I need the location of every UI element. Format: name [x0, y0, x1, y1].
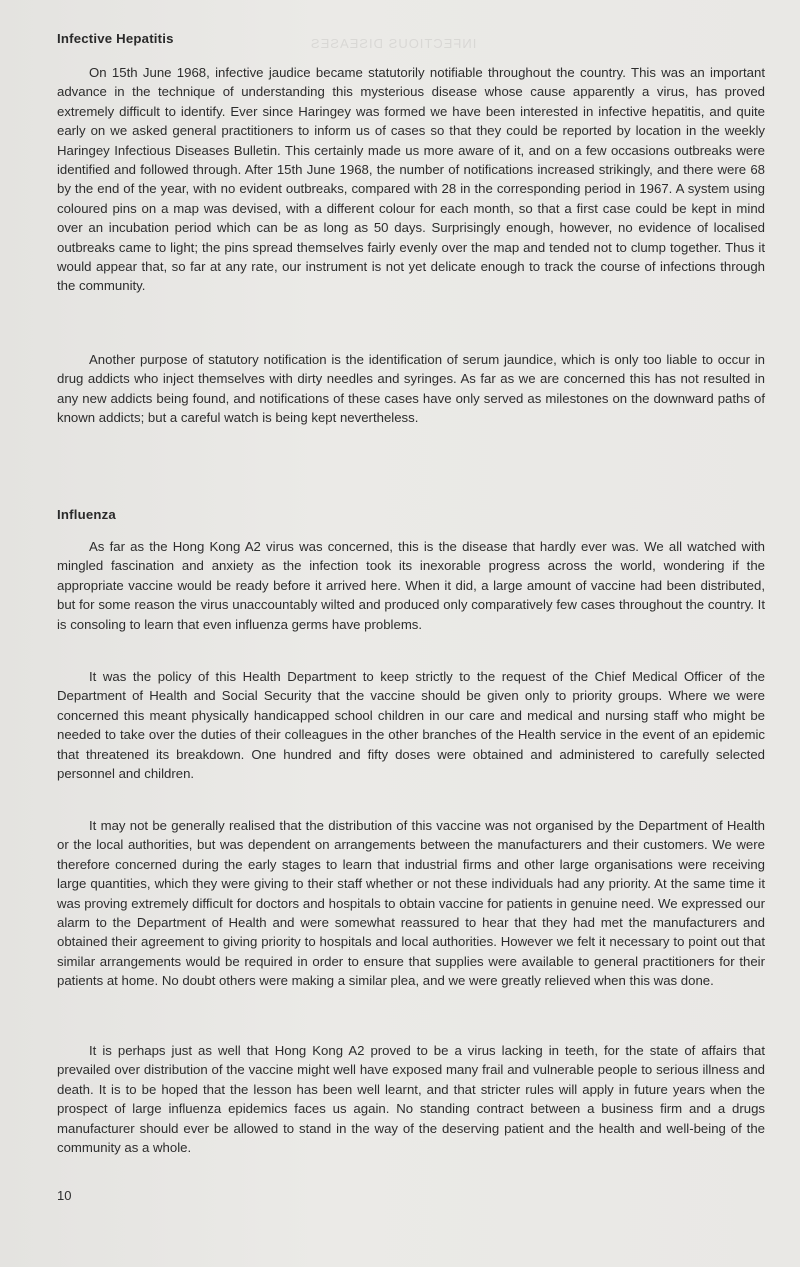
paragraph-influenza-4: It is perhaps just as well that Hong Kong A2 proved to be a virus lacking in teeth, for the state of affairs that prevailed over distribution of the vaccine might well have exposed many frail and vulnerable people to serious illness and death. It is to be hoped that the lesson has been well learnt, and that stricter rules will apply in future years when the prospect of large influenza epidemics faces us again. No standing contract between a business firm and a drugs manufacturer should ever be allowed to stand in the way of the deserving patient and the health and well-being of the community as a whole. — [57, 1043, 765, 1156]
paragraph-influenza-1: As far as the Hong Kong A2 virus was concerned, this is the disease that hardly ever was. We all watched with mingled fascination and anxiety as the infection took its inexorable progress across the world, wondering if the appropriate vaccine would be ready before it arrived here. When it did, a large amount of vaccine had been distributed, but for some reason the virus unaccountably wilted and produced only comparatively few cases throughout the country. It is consoling to learn that even influenza germs have problems. — [57, 539, 765, 632]
paragraph-hepatitis-2: Another purpose of statutory notification is the identification of serum jaundice, which is only too liable to occur in drug addicts who inject themselves with dirty needles and syringes. As far as we are concerned this has not resulted in any new addicts being found, and notifications of these cases have only served as milestones on the downward paths of known addicts; but a careful watch is being kept nevertheless. — [57, 352, 765, 426]
section-heading-hepatitis: Infective Hepatitis — [57, 31, 174, 46]
paragraph-influenza-2: It was the policy of this Health Department to keep strictly to the request of the Chief Medical Officer of the Department of Health and Social Security that the vaccine should be given only to priority groups. Where we were concerned this meant physically handicapped school children in our care and medical and nursing staff who might be needed to take over the duties of their colleagues in the other branches of the Health service in the event of an epidemic that threatened its breakdown. One hundred and fifty doses were obtained and administered to carefully selected personnel and children. — [57, 669, 765, 782]
paragraph-influenza-3: It may not be generally realised that the distribution of this vaccine was not organised by the Department of Health or the local authorities, but was dependent on arrangements between the manufacturers and their customers. We were therefore concerned during the early stages to learn that industrial firms and other large organisations were receiving large quantities, which they were giving to their staff whether or not these individuals had any priority. At the same time it was proving extremely difficult for doctors and hospitals to obtain vaccine for patients in genuine need. We expressed our alarm to the Department of Health and were somewhat reassured to hear that they had met the manufacturers and obtained their agreement to giving priority to hospitals and local authorities. However we felt it necessary to point out that similar arrangements would be required in order to ensure that supplies were available to general practitioners for their patients at home. No doubt others were making a similar plea, and we were greatly relieved when this was done. — [57, 818, 765, 989]
show-through-text: INFECTIOUS DISEASES — [310, 36, 477, 51]
section-heading-influenza: Influenza — [57, 507, 116, 522]
page-number: 10 — [57, 1188, 72, 1203]
paragraph-hepatitis-1: On 15th June 1968, infective jaudice became statutorily notifiable throughout the country. This was an important advance in the technique of understanding this mysterious disease whose cause apparently a virus, has proved extremely difficult to identify. Ever since Haringey was formed we have been interested in infective hepatitis, and quite early on we asked general practitioners to inform us of cases so that they could be reported by location in the weekly Haringey Infectious Diseases Bulletin. This certainly made us more aware of it, and on a few occasions outbreaks were identified and followed through. After 15th June 1968, the number of notifications increased strikingly, and there were 68 by the end of the year, with no evident outbreaks, compared with 28 in the corresponding period in 1967. A system using coloured pins on a map was devised, with a different colour for each month, so that a first case could be kept in mind over an incubation period which can be as long as 50 days. Surprisingly enough, however, no evidence of localised outbreaks came to light; the pins spread themselves fairly evenly over the map and tended not to clump together. Thus it would appear that, so far at any rate, our instrument is not yet delicate enough to track the course of infections through the community. — [57, 65, 765, 294]
